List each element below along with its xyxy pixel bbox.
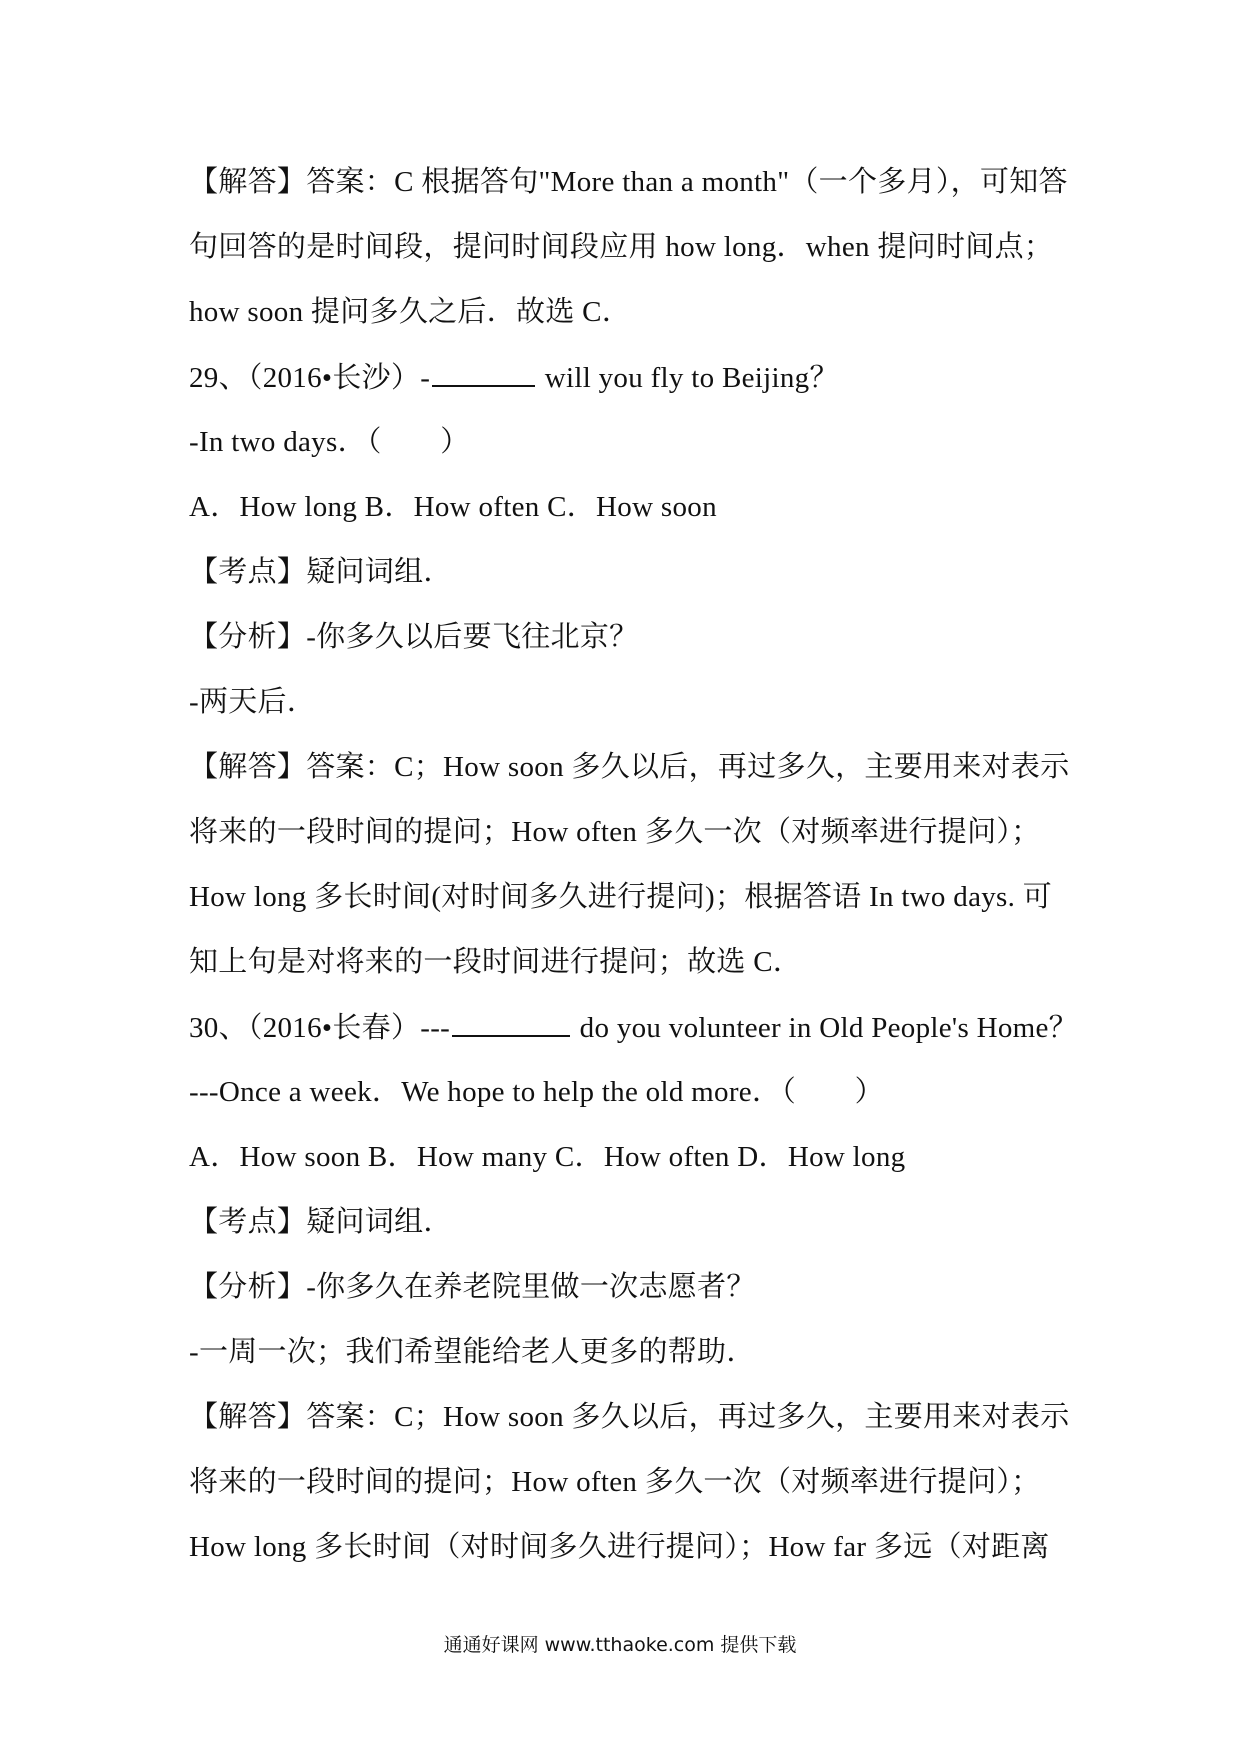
text-line: -两天后． — [189, 686, 317, 718]
question-30-line — [189, 1005, 1078, 1070]
text-line: ---Once a week．We hope to help the old more．（ ） — [189, 1076, 884, 1108]
text-line: how soon 提问多久之后．故选 C． — [189, 296, 632, 328]
text-line: 【分析】-你多久在养老院里做一次志愿者？ — [189, 1271, 756, 1303]
answer-blank — [432, 355, 535, 387]
text-line: 【考点】疑问词组． — [189, 556, 453, 588]
page-footer: 通通好课网 www.tthaoke.com 提供下载 — [443, 1634, 797, 1656]
text-line: -In two days．（ ） — [189, 426, 470, 458]
text-line: -一周一次；我们希望能给老人更多的帮助． — [189, 1336, 756, 1368]
text-line: 将来的一段时间的提问；How often 多久一次（对频率进行提问）； — [189, 1466, 1041, 1498]
text-line: 【解答】答案：C；How soon 多久以后，再过多久，主要用来对表示 — [189, 1401, 1070, 1433]
text-line: How long 多长时间（对时间多久进行提问）；How far 多远（对距离 — [189, 1531, 1050, 1563]
text-line: 将来的一段时间的提问；How often 多久一次（对频率进行提问）； — [189, 816, 1041, 848]
text-line: 知上句是对将来的一段时间进行提问；故选 C． — [189, 946, 803, 978]
document-body — [189, 160, 1078, 1590]
text-line: How long 多长时间(对时间多久进行提问)；根据答语 In two days. 可 — [189, 881, 1053, 913]
answer-blank — [452, 1005, 570, 1037]
options-line: A．How long B．How often C．How soon — [189, 491, 717, 523]
options-line: A．How soon B．How many C．How often D．How long — [189, 1141, 906, 1173]
question-29-suffix: will you fly to Beijing？ — [537, 362, 839, 394]
question-29-prefix: 29、（2016•长沙）- — [189, 362, 431, 394]
text-line: 句回答的是时间段，提问时间段应用 how long．when 提问时间点； — [189, 231, 1054, 263]
text-line: 【解答】答案：C 根据答句"More than a month"（一个多月），可知答 — [189, 166, 1068, 198]
question-30-suffix: do you volunteer in Old People's Home？ — [572, 1012, 1078, 1044]
text-line: 【分析】-你多久以后要飞往北京？ — [189, 621, 639, 653]
text-line: 【解答】答案：C；How soon 多久以后，再过多久，主要用来对表示 — [189, 751, 1070, 783]
question-29-line — [189, 355, 1069, 420]
question-30-prefix: 30、（2016•长春）--- — [189, 1012, 451, 1044]
text-line: 【考点】疑问词组． — [189, 1206, 453, 1238]
